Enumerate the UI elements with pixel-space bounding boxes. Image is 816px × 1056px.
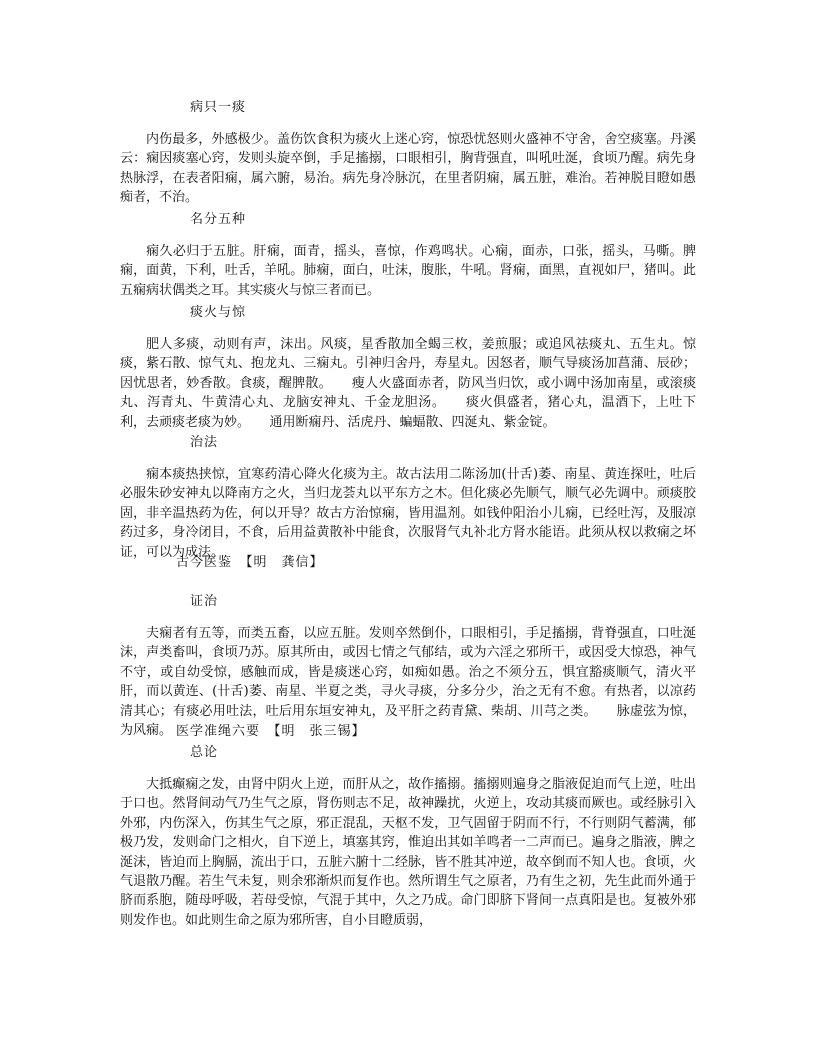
- section-heading: 名分五种: [190, 212, 247, 227]
- section-heading: 总论: [190, 745, 219, 760]
- section-paragraph: 肥人多痰，动则有声，沫出。风痰，星香散加全蝎三枚，姜煎服；或追风祛痰丸、五生丸。惊痰，紫石散、惊气丸、抱龙丸、三痫丸。引神归舍丹，寿星丸。因怒者，顺气导痰汤加菖蒲、辰砂；因忧思者，妙香散。食痰，醒脾散。 瘦人火盛面赤者，防风当归饮，或小调中汤加南星，或滚痰丸、泻青丸、牛黄清心丸、龙脑安神丸、千金龙胆汤。 痰火俱盛者，猪心丸，温酒下，上吐下利，去顽痰老痰为妙。 通用断痫丹、活虎丹、蝙蝠散、四涎丸、紫金锭。: [120, 337, 696, 430]
- section-heading: 痰火与惊: [190, 305, 247, 320]
- section-paragraph: 大抵癫痫之发，由肾中阴火上逆，而肝从之，故作搐搦。搐搦则遍身之脂液促迫而气上逆，吐出于口也。然肾间动气乃生气之原，肾伤则志不足，故神躁扰，火逆上，攻动其痰而厥也。或经脉引入外邪，内伤深入，伤其生气之原，邪正混乱，天枢不发，卫气固留于阴而不行，不行则阴气蓄满，郁极乃发，发则命门之相火，自下逆上，填塞其窍，惟迫出其如羊鸣者一二声而已。遍身之脂液，脾之涎沫，皆迫而上胸膈，流出于口，五脏六腑十二经脉，皆不胜其冲逆，故卒倒而不知人也。食顷，火气退散乃醒。若生气未复，则余邪渐炽而复作也。然所谓生气之原者，乃有生之初，先生此而外通于脐而系胞，随母呼吸，若母受惊，气混于其中，久之乃成。命门即脐下肾间一点真阳是也。复被外邪则发作也。如此则生命之原为邪所害，自小目瞪质弱，: [120, 777, 696, 928]
- section-heading: 证治: [190, 594, 219, 609]
- section-paragraph: 痫久必归于五脏。肝痫，面青，摇头，喜惊，作鸡鸣状。心痫，面赤，口张，摇头，马嘶。脾痫，面黄，下利，吐舌，羊吼。肺痫，面白，吐沫，腹胀，牛吼。肾痫，面黑，直视如尸，猪叫。此五痫病状偶类之耳。其实痰火与惊三者而已。: [120, 244, 696, 298]
- section-heading: 病只一痰: [190, 100, 247, 115]
- book-title: 古今医鉴 【明 龚信】: [176, 555, 324, 570]
- section-heading: 治法: [190, 435, 219, 450]
- section-paragraph: 痫本痰热挟惊，宜寒药清心降火化痰为主。故古法用二陈汤加(卄舌)萎、南星、黄连探吐，吐后必服朱砂安神丸以降南方之火，当归龙荟丸以平东方之木。但化痰必先顺气，顺气必先调中。顽痰胶固，非辛温热药为佐，何以开导？故古方治惊痫，皆用温剂。如钱仲阳治小儿痫，已经吐泻，及服凉药过多，身冷闭目，不食，后用益黄散补中能食，次服肾气丸补北方肾水能语。此须从权以救痫之坏证，可以为成法。: [120, 467, 696, 560]
- book-title: 医学准绳六要 【明 张三锡】: [176, 724, 366, 739]
- section-paragraph: 内伤最多，外感极少。盖伤饮食积为痰火上迷心窍，惊恐忧怒则火盛神不守舍，舍空痰塞。丹溪云：痫因痰塞心窍，发则头旋卒倒，手足搐搦，口眼相引，胸背强直，叫吼吐涎，食顷乃醒。病先身热脉浮，在表者阳痫，属六腑，易治。病先身冷脉沉，在里者阴痫，属五脏，难治。若神脱目瞪如愚痴者，不治。: [120, 132, 696, 206]
- section-paragraph: 夫痫者有五等，而类五畜，以应五脏。发则卒然倒仆，口眼相引，手足搐搦，背脊强直，口吐涎沫，声类畜叫，食顷乃苏。原其所由，或因七情之气郁结，或为六淫之邪所干，或因受大惊恐，神气不守，或自幼受惊，感触而成，皆是痰迷心窍，如痴如愚。治之不须分五，惧宜豁痰顺气，清火平肝，而以黄连、(卄舌)萎、南星、半夏之类，寻火寻痰，分多分少，治之无有不愈。有热者，以凉药清其心；有痰必用吐法，吐后用东垣安神丸，及平肝之药青黛、柴胡、川芎之类。 脉虚弦为惊，为风痫。: [120, 626, 696, 739]
